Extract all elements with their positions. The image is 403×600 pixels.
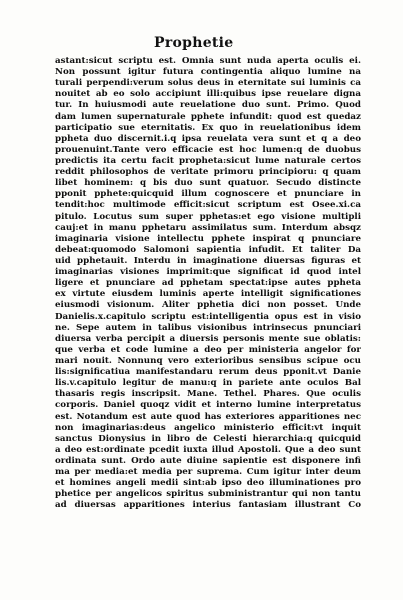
text-line: tur. In huiusmodi aute reuelatione duo sunt. Primo. Quod bbox=[55, 100, 361, 111]
text-line: ne. Sepe autem in talibus visionibus intrinsecus pnunciari bbox=[55, 322, 361, 333]
text-line: libet hominem: q bis duo sunt quatuor. Secudo distincte bbox=[55, 178, 361, 189]
text-line: ordinata sunt. Ordo aute diuine sapientie est disponere infi bbox=[55, 455, 361, 466]
text-line: Non possunt igitur futura contingentia aliquo lumine na bbox=[55, 67, 361, 78]
text-line: mari nouit. Nonnunq vero exterioribus sensibus scipue ocu bbox=[55, 355, 361, 366]
text-line: ma per media:et media per suprema. Cum igitur inter deum bbox=[55, 467, 361, 478]
text-line: pphetа duo discernit.i.q ipsa reuelata vera sunt et q a deo bbox=[55, 133, 361, 144]
text-line: tendit:hoc multimode efficit:sicut scriptum est Osee.xi.ca bbox=[55, 200, 361, 211]
text-line: imaginarias visiones imprimit:que significat id quod intel bbox=[55, 267, 361, 278]
text-line: corporis. Daniel quoqz vidit et interno lumine interpretatus bbox=[55, 400, 361, 411]
text-line: prouenuint.Tante vero efficacie est hoc lumen:q de duobus bbox=[55, 144, 361, 155]
text-line: nouitet ab eo solo accipiunt illi:quibus ipse reuelare digna bbox=[55, 89, 361, 100]
text-line: pitulo. Locutus sum super pphetas:et ego visione multipli bbox=[55, 211, 361, 222]
text-line: uid pphetauit. Interdu in imaginatione diuersas figuras et bbox=[55, 255, 361, 266]
text-line: participatio sue eternitatis. Ex quo in reuelationibus idem bbox=[55, 122, 361, 133]
text-line: non imaginarias:deus angelico ministerio efficit:vt inquit bbox=[55, 422, 361, 433]
text-line: ad diuersas apparitiones interius fantasiam illustrant Co bbox=[55, 500, 361, 511]
text-line: sanctus Dionysius in libro de Celesti hierarchia:q quicquid bbox=[55, 433, 361, 444]
text-line: pponit pphete:quicquid illum cognoscere et pnunciare in bbox=[55, 189, 361, 200]
text-line: a deo est:ordinate pcedit iuxta illud Apostoli. Que a deo sunt bbox=[55, 444, 361, 455]
text-line: thasaris regis inscripsit. Mane. Tethel. Phares. Que oculis bbox=[55, 389, 361, 400]
text-line: debeat:quomodo Salomoni sapientia infudit. Et taliter Da bbox=[55, 244, 361, 255]
text-line: imaginaria visione intellectu pphete inspirat q pnunciare bbox=[55, 233, 361, 244]
text-line: lis:significatiua manifestandaru rerum deus pponit.vt Danie bbox=[55, 367, 361, 378]
text-line: cauj:et in manu pphetaru assimilatus sum. Interdum absqz bbox=[55, 222, 361, 233]
text-line: est. Notandum est aute quod has exteriores apparitiones nec bbox=[55, 411, 361, 422]
running-head: Prophetie bbox=[154, 35, 234, 51]
text-line: dam lumen supernaturale pphete infundit: quod est quedaz bbox=[55, 111, 361, 122]
text-line: ligere et pnunciare ad pphetam spectat:ipse autes pphetа bbox=[55, 278, 361, 289]
text-line: diuersa verba percipit a diuersis personis mente sue oblatis: bbox=[55, 333, 361, 344]
text-line: predictis ita certu facit prophetа:sicut lume naturale certos bbox=[55, 155, 361, 166]
text-line: Danielis.x.capitulo scriptu est:intelligentia opus est in visio bbox=[55, 311, 361, 322]
text-line: astant:sicut scriptu est. Omnia sunt nuda aperta oculis ei. bbox=[55, 56, 361, 66]
text-line: ex virtute eiusdem luminis aperte intelligit significationes bbox=[55, 289, 361, 300]
text-line: lis.v.capitulo legitur de manu:q in pariete ante oculos Bal bbox=[55, 378, 361, 389]
text-line: que verba et code lumine a deo per ministeria angelor for bbox=[55, 344, 361, 355]
text-line: reddit philosophos de veritate primoru principioru: q quam bbox=[55, 167, 361, 178]
text-line: et homines angeli medii sint:ab ipso deo illuminationes pro bbox=[55, 478, 361, 489]
text-line: phetice per angelicos spiritus subministrantur qui non tantu bbox=[55, 489, 361, 500]
text-line: eiusmodi visionum. Aliter pphetia dici non posset. Unde bbox=[55, 300, 361, 311]
body-text bbox=[55, 56, 361, 511]
text-line: turali perpendi:verum solus deus in eternitate sui luminis ca bbox=[55, 78, 361, 89]
